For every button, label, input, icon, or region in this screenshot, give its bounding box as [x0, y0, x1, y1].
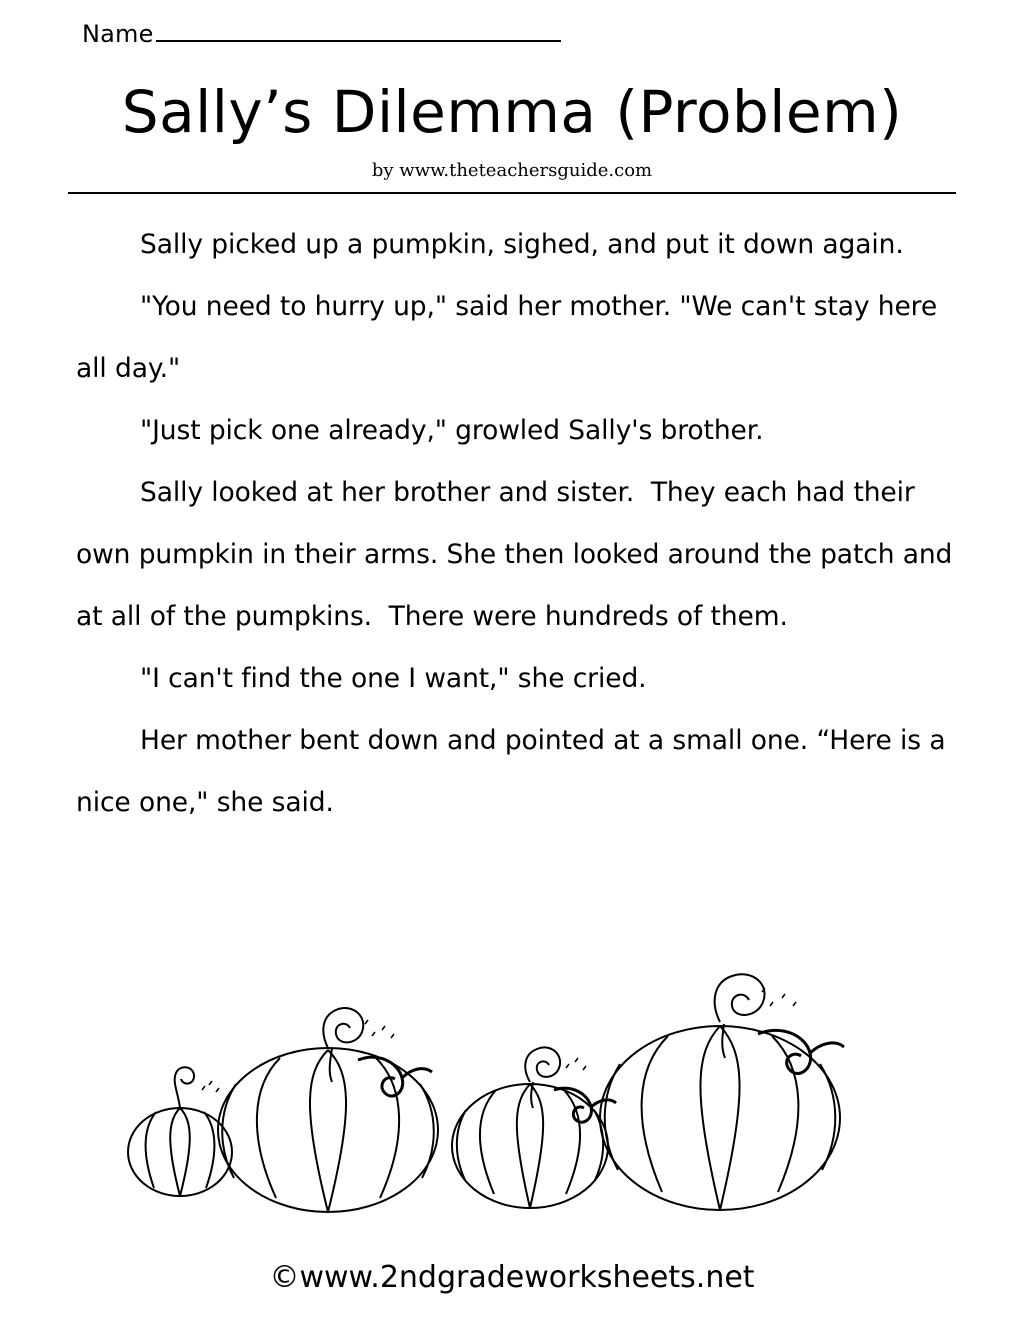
- story-paragraph: Sally picked up a pumpkin, sighed, and put it down again.: [140, 229, 904, 260]
- pumpkin-large-right: [600, 974, 844, 1210]
- pumpkin-large-left: [218, 1008, 438, 1212]
- byline: by www.theteachersguide.com: [371, 160, 653, 181]
- pumpkins-illustration: [110, 940, 930, 1220]
- story-paragraph: Her mother bent down and pointed at a small one. “Here is a nice one," she said.: [76, 725, 954, 818]
- pumpkin-small-left: [128, 1067, 232, 1196]
- name-field-row: [82, 18, 561, 48]
- story-body: [76, 214, 972, 834]
- name-label: Name: [82, 20, 154, 48]
- pumpkin-medium-center: [452, 1047, 616, 1208]
- page-title: Sally’s Dilemma (Problem): [121, 78, 903, 146]
- story-paragraph: "You need to hurry up," said her mother. "We can't stay here all day.": [76, 291, 946, 384]
- story-paragraph: "I can't find the one I want," she cried.: [140, 663, 647, 694]
- name-input-blank[interactable]: [156, 18, 561, 42]
- header-divider: [68, 192, 956, 194]
- story-paragraph: "Just pick one already," growled Sally's brother.: [140, 415, 764, 446]
- footer-credit: ©www.2ndgradeworksheets.net: [269, 1260, 755, 1295]
- story-paragraph: Sally looked at her brother and sister. They each had their own pumpkin in their arms. She then looked around the patch and at all of the pumpkins. There were hundreds of them.: [76, 477, 961, 632]
